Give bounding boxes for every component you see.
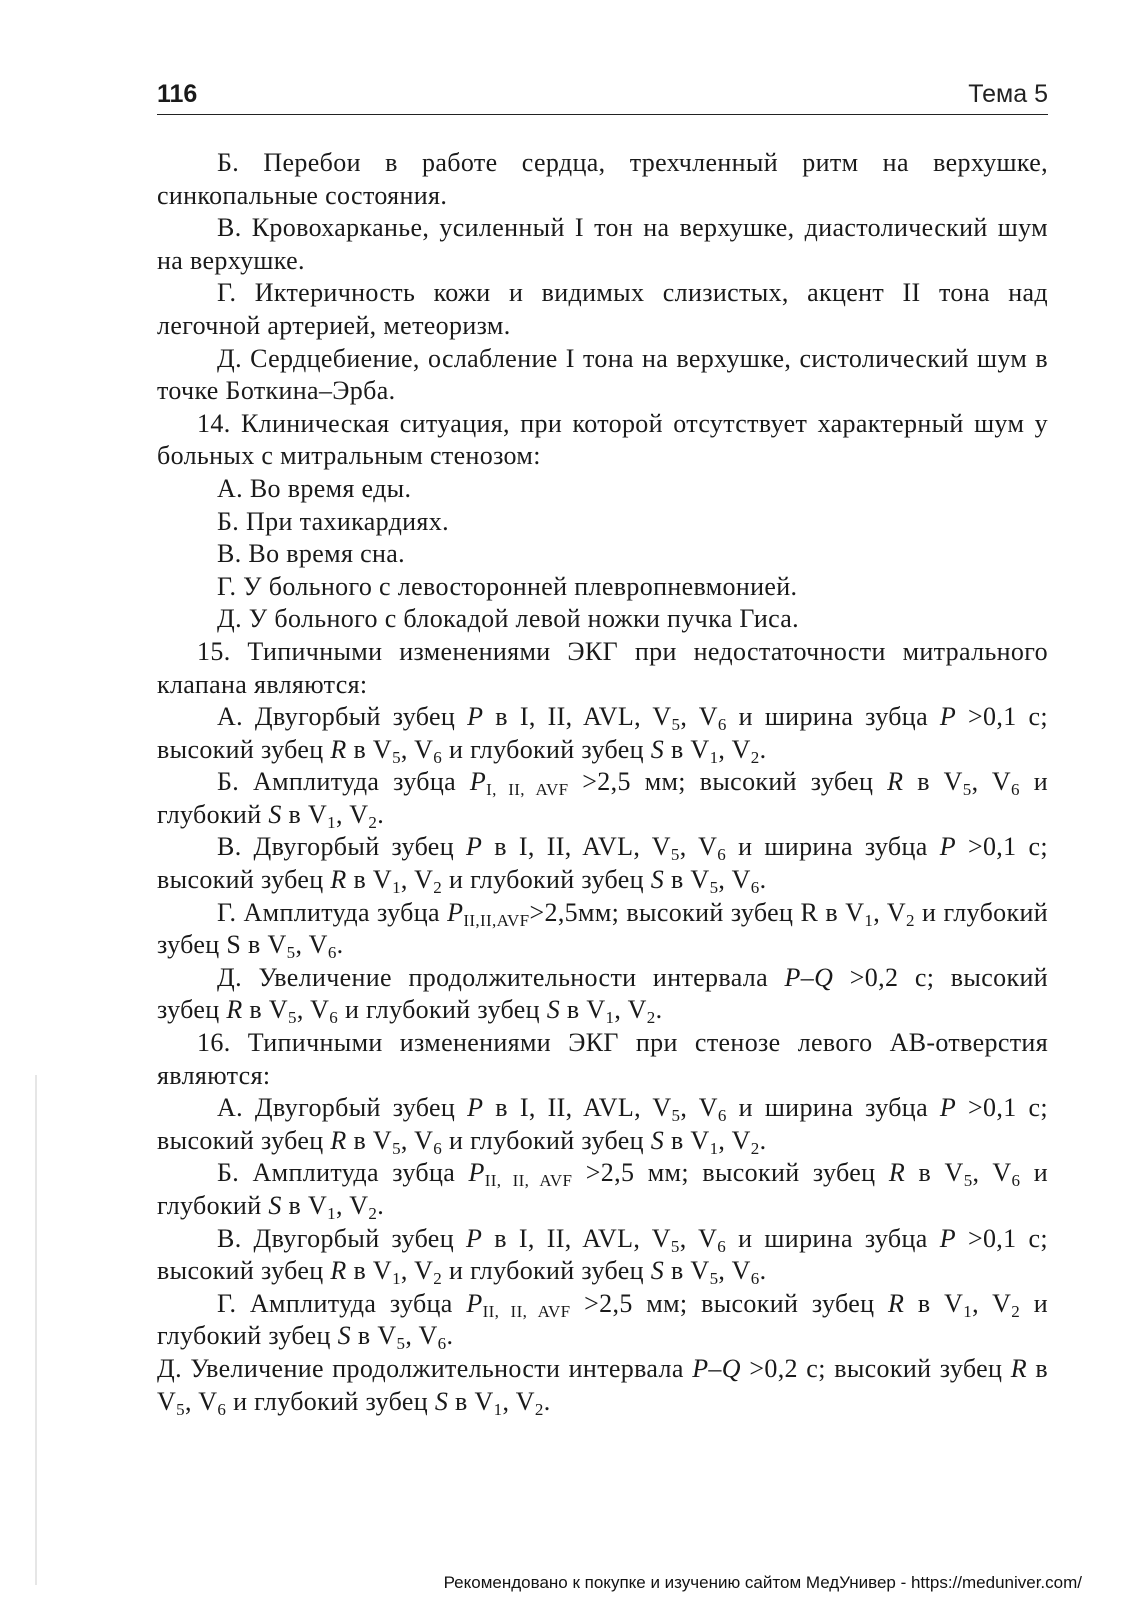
page-body [157, 147, 1048, 1418]
q15-option-v: В. Двугорбый зубец P в I, II, AVL, $V_5$, $V_6$ и ширина зубца P >0,1 с; высокий зубец R в $V_1$, $V_2$ и глубокий зубец S в $V_5$, $V_6$. [157, 832, 1048, 898]
q16-option-a: А. Двугорбый зубец P в I, II, AVL, $V_5$, $V_6$ и ширина зубца P >0,1 с; высокий зубец R в $V_5$, $V_6$ и глубокий зубец S в $V_1$, $V_2$. [157, 1093, 1048, 1158]
q14-question: 14. Клиническая ситуация, при которой отсутствует характерный шум у больных с митральным стенозом: [157, 408, 1048, 471]
q15-option-b: Б. Амплитуда зубца $P_{I, II, AVF} >2,5$ мм; высокий зубец R в $V_5$, $V_6$ и глубокий S в $V_1$, $V_2$. [157, 767, 1048, 832]
q13-option-g: Г. Иктеричность кожи и видимых слизистых, акцент II тона над легочной артерией, метеоризм. [157, 278, 1048, 340]
q13-option-d: Д. Сердцебиение, ослабление I тона на верхушке, систолический шум в точке Боткина–Эрба. [157, 343, 1048, 406]
scan-margin-line [35, 1075, 37, 1585]
q16-option-d: Д. Увеличение продолжительности интервала P–Q >0,2 с; высокий зубец R в $V_5$, $V_6$ и глубокий зубец S в $V_1$, $V_2$. [157, 1353, 1048, 1419]
q13-option-v: В. Кровохарканье, усиленный I тон на верхушке, диастолический шум на верхушке. [157, 213, 1048, 275]
running-head: Тема 5 [968, 80, 1048, 108]
page-header [157, 80, 1048, 115]
q14-option-v: В. Во время сна. [217, 539, 406, 569]
q15-option-d: Д. Увеличение продолжительности интервала P–Q >0,2 с; высокий зубец R в $V_5$, $V_6$ и глубокий зубец S в $V_1$, $V_2$. [157, 962, 1048, 1028]
q14-option-a: А. Во время еды. [217, 473, 412, 503]
q14-option-d: Д. У больного с блокадой левой ножки пучка Гиса. [217, 604, 800, 634]
q14-option-b: Б. При тахикардиях. [217, 506, 449, 536]
q13-option-b: Б. Перебои в работе сердца, трехчленный ритм на верхушке, синкопальные состояния. [157, 148, 1048, 210]
page-number: 116 [157, 80, 198, 108]
q16-option-g: Г. Амплитуда зубца $P_{II, II, AVF} >2,5$ мм; высокий зубец R в $V_1$, $V_2$ и глубокий зубец S в $V_5$, $V_6$. [157, 1288, 1048, 1354]
q15-question: 15. Типичными изменениями ЭКГ при недостаточности митрального клапана являются: [157, 636, 1048, 699]
q15-option-g: Г. Амплитуда зубца $P_{II,II,AVF}>2,5мм$; высокий зубец R в $V_1$, $V_2$ и глубокий зубец S в $V_5$, $V_6$. [157, 897, 1049, 963]
q16-question: 16. Типичными изменениями ЭКГ при стенозе левого АВ-отверстия являются: [157, 1028, 1048, 1090]
q14-option-g: Г. У больного с левосторонней плевропневмонией. [217, 571, 798, 601]
q15-option-a: А. Двугорбый зубец P в I, II, AVL, $V_5$, $V_6$ и ширина зубца P >0,1 с; высокий зубец R в $V_5$, $V_6$ и глубокий зубец S в $V_1$, $V_2$. [157, 702, 1048, 767]
q16-option-b: Б. Амплитуда зубца $P_{II, II, AVF} >2,5$ мм; высокий зубец R в $V_5$, $V_6$ и глубокий S в $V_1$, $V_2$. [157, 1158, 1049, 1223]
q16-option-v: В. Двугорбый зубец P в I, II, AVL, $V_5$, $V_6$ и ширина зубца P >0,1 с; высокий зубец R в $V_1$, $V_2$ и глубокий зубец S в $V_5$, $V_6$. [157, 1223, 1048, 1289]
footer-watermark: Рекомендовано к покупке и изучению сайтом МедУнивер - https://meduniver.com/ [443, 1573, 1082, 1592]
